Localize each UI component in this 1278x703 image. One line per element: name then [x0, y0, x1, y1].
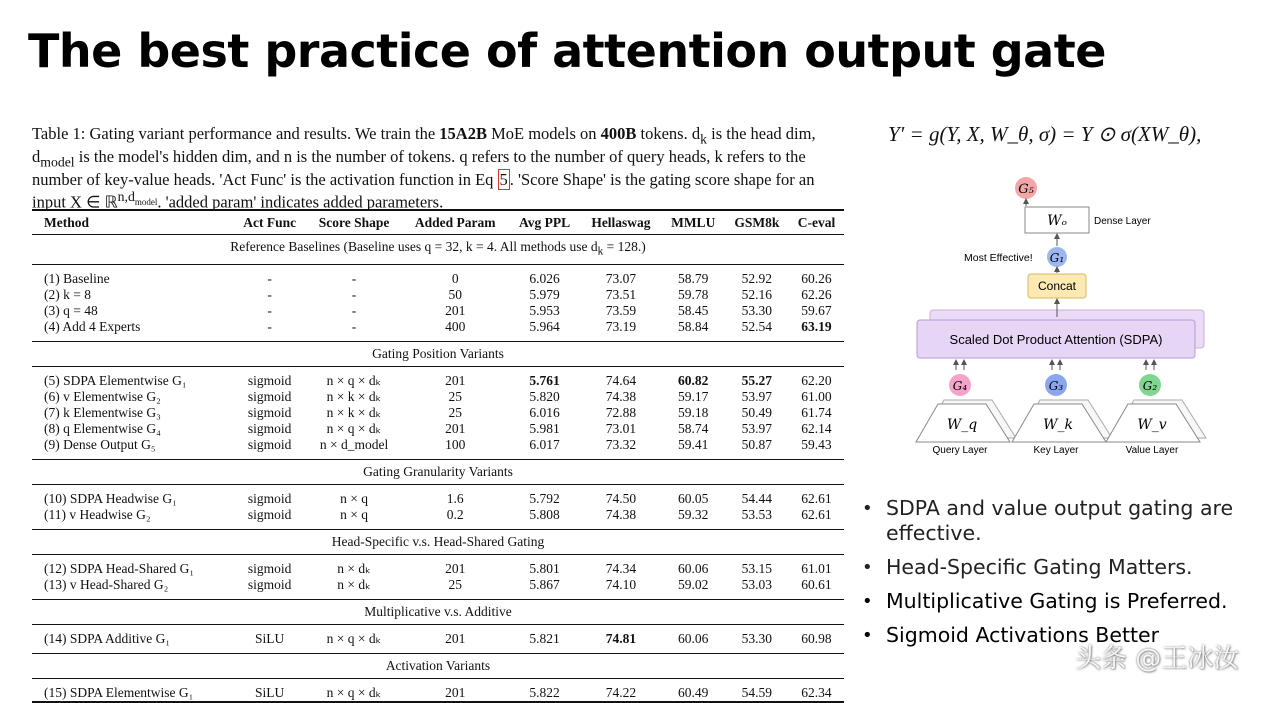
table-cell-param: 25 — [402, 577, 509, 600]
table-cell-mmlu: 59.17 — [678, 388, 709, 404]
table-cell-ceval: 61.00 — [801, 388, 832, 404]
table-cell-gsm: 52.16 — [741, 286, 773, 302]
table-cell-shape: - — [351, 270, 357, 286]
table-cell-method: (8) q Elementwise G₄ — [44, 420, 161, 436]
table-cell-ceval: 59.43 — [789, 437, 844, 460]
table-cell-ppl: 5.820 — [529, 388, 560, 404]
column-header: MMLU — [662, 210, 725, 235]
gate-g2-label: G₂ — [1142, 379, 1158, 393]
table-cell-param: 50 — [448, 286, 462, 302]
table-row — [32, 405, 844, 421]
table-cell-method: (11) v Headwise G₂ — [32, 507, 233, 530]
finding-item: • Multiplicative Gating is Preferred. — [862, 589, 1272, 614]
table-row — [32, 484, 844, 507]
table-row — [32, 264, 844, 287]
table-cell-param: 25 — [448, 404, 462, 420]
column-header: Added Param — [402, 210, 509, 235]
table-cell-ppl: 5.792 — [529, 490, 560, 506]
table-cell-ppl: 6.016 — [529, 404, 560, 420]
table-cell-shape: n × q × dₖ — [306, 678, 401, 702]
table-cell-mmlu: 58.79 — [678, 270, 709, 286]
table-cell-shape: n × dₖ — [306, 577, 401, 600]
table-cell-hella: 73.51 — [605, 286, 637, 302]
table-cell-param: 201 — [445, 560, 466, 576]
section-header-row — [32, 235, 844, 265]
table-cell-method: (9) Dense Output G₅ — [32, 437, 233, 460]
table-cell-shape: - — [306, 319, 401, 342]
table-cell-mmlu: 58.45 — [678, 302, 709, 318]
results-table — [32, 209, 844, 703]
table-row — [32, 303, 844, 319]
wq-label: W_q — [946, 417, 978, 433]
column-header: Method — [32, 210, 233, 235]
key-findings-list — [862, 496, 1272, 657]
table-cell-act: - — [233, 319, 307, 342]
equation-reference[interactable]: 5 — [499, 169, 508, 189]
table-cell-act: sigmoid — [247, 404, 292, 420]
table-cell-method: (2) k = 8 — [44, 286, 91, 302]
table-cell-shape: n × q × dₖ — [326, 420, 382, 436]
gate-g1-label: G₁ — [1049, 251, 1065, 265]
table-cell-param: 100 — [402, 437, 509, 460]
table-cell-gsm: 50.87 — [725, 437, 789, 460]
table-cell-shape: n × q × dₖ — [306, 624, 401, 653]
dense-layer-label: Dense Layer — [1094, 216, 1151, 227]
gate-g4-label: G₄ — [952, 379, 968, 393]
table-cell-shape: n × k × dₖ — [326, 404, 382, 420]
table-cell-mmlu: 59.41 — [662, 437, 725, 460]
table-cell-ceval: 61.74 — [801, 404, 832, 420]
table-cell-gsm: 53.97 — [741, 388, 773, 404]
table-cell-mmlu: 59.02 — [662, 577, 725, 600]
finding-item: • SDPA and value output gating are effective. — [862, 496, 1272, 546]
column-header: Hellaswag — [580, 210, 661, 235]
table-cell-ceval: 62.20 — [801, 372, 832, 388]
table-cell-hella: 73.59 — [605, 302, 637, 318]
table-row — [32, 319, 844, 342]
column-header: C-eval — [789, 210, 844, 235]
table-cell-gsm: 50.49 — [741, 404, 773, 420]
table-cell-method: (10) SDPA Headwise G₁ — [44, 490, 177, 506]
table-cell-act: - — [267, 302, 272, 318]
table-cell-hella: 74.50 — [605, 490, 637, 506]
table-row — [32, 366, 844, 389]
table-cell-ceval: 60.26 — [801, 270, 832, 286]
table-cell-act: - — [267, 286, 272, 302]
section-header-row — [32, 341, 844, 366]
table-cell-ceval: 59.67 — [801, 302, 832, 318]
key-layer-label: Key Layer — [1033, 445, 1079, 456]
section-header-row — [32, 459, 844, 484]
table-cell-param: 400 — [402, 319, 509, 342]
table-cell-method: (14) SDPA Additive G₁ — [32, 624, 233, 653]
table-cell-gsm: 53.15 — [741, 560, 773, 576]
section-title: Gating Position Variants — [32, 341, 844, 366]
gate-g5-label: G₅ — [1018, 182, 1034, 197]
table-cell-hella: 74.81 — [580, 624, 661, 653]
table-cell-param: 25 — [448, 388, 462, 404]
table-cell-method: (15) SDPA Elementwise G₁ — [32, 678, 233, 702]
table-row — [32, 389, 844, 405]
table-cell-act: sigmoid — [247, 560, 292, 576]
table-cell-shape: n × dₖ — [337, 560, 371, 576]
table-cell-hella: 74.38 — [580, 507, 661, 530]
most-effective-label: Most Effective! — [964, 252, 1033, 264]
finding-item: • Head-Specific Gating Matters. — [862, 555, 1272, 580]
section-title: Multiplicative v.s. Additive — [32, 599, 844, 624]
table-cell-ppl: 5.979 — [529, 286, 560, 302]
table-cell-gsm: 53.30 — [741, 302, 773, 318]
table-row — [32, 624, 844, 653]
table-cell-gsm: 55.27 — [741, 372, 773, 388]
table-body — [32, 235, 844, 702]
table-cell-ppl: 6.017 — [509, 437, 581, 460]
column-header: GSM8k — [725, 210, 789, 235]
section-header-row — [32, 529, 844, 554]
table-cell-ceval: 62.34 — [789, 678, 844, 702]
table-cell-mmlu: 59.32 — [662, 507, 725, 530]
table-cell-hella: 74.10 — [580, 577, 661, 600]
table-cell-ppl: 6.026 — [529, 270, 560, 286]
table-cell-method: (5) SDPA Elementwise G₁ — [44, 372, 187, 388]
table-cell-act: - — [267, 270, 272, 286]
architecture-diagram — [910, 170, 1260, 470]
table-cell-gsm: 53.97 — [741, 420, 773, 436]
table-cell-param: 1.6 — [446, 490, 464, 506]
table-cell-mmlu: 59.18 — [678, 404, 709, 420]
table-cell-mmlu: 59.78 — [678, 286, 709, 302]
table-cell-mmlu: 58.84 — [662, 319, 725, 342]
table-cell-ppl: 5.867 — [509, 577, 581, 600]
table-cell-ceval: 62.61 — [801, 490, 832, 506]
table-cell-ppl: 5.981 — [529, 420, 560, 436]
sdpa-label: Scaled Dot Product Attention (SDPA) — [949, 332, 1163, 347]
table-cell-method: (13) v Head-Shared G₂ — [32, 577, 233, 600]
table-cell-hella: 74.34 — [605, 560, 637, 576]
table-cell-shape: n × k × dₖ — [326, 388, 382, 404]
watermark: 头条 @王冰汝 — [1075, 644, 1240, 674]
table-cell-hella: 73.01 — [605, 420, 637, 436]
section-header-row — [32, 599, 844, 624]
table-cell-act: SiLU — [233, 678, 307, 702]
table-row — [32, 507, 844, 530]
table-cell-method: (6) v Elementwise G₂ — [44, 388, 161, 404]
table-cell-method: (3) q = 48 — [44, 302, 98, 318]
table-cell-shape: - — [351, 302, 357, 318]
wv-label: W_v — [1137, 417, 1167, 433]
section-header-row — [32, 653, 844, 678]
table-cell-gsm: 54.59 — [725, 678, 789, 702]
table-cell-gsm: 54.44 — [741, 490, 773, 506]
table-cell-method: (12) SDPA Head-Shared G₁ — [44, 560, 195, 576]
table-cell-param: 201 — [445, 372, 466, 388]
table-cell-mmlu: 60.82 — [678, 372, 709, 388]
table-cell-ppl: 5.822 — [509, 678, 581, 702]
table-cell-hella: 73.07 — [605, 270, 637, 286]
table-cell-act: sigmoid — [247, 490, 292, 506]
concat-label: Concat — [1037, 279, 1077, 293]
section-title: Head-Specific v.s. Head-Shared Gating — [32, 529, 844, 554]
table-header-row — [32, 210, 844, 235]
section-title: Activation Variants — [32, 653, 844, 678]
table-row — [32, 287, 844, 303]
table-cell-shape: n × d_model — [306, 437, 401, 460]
table-cell-method: (4) Add 4 Experts — [32, 319, 233, 342]
section-title: Gating Granularity Variants — [32, 459, 844, 484]
table-cell-act: sigmoid — [247, 420, 292, 436]
slide-title: The best practice of attention output gate — [28, 24, 1106, 78]
table-cell-ceval: 60.61 — [789, 577, 844, 600]
table-cell-param: 201 — [445, 302, 466, 318]
table-cell-hella: 72.88 — [605, 404, 637, 420]
table-cell-gsm: 53.30 — [725, 624, 789, 653]
table-cell-act: SiLU — [233, 624, 307, 653]
table-row — [32, 437, 844, 460]
table-cell-ppl: 5.808 — [509, 507, 581, 530]
gate-equation: Y′ = g(Y, X, W_θ, σ) = Y ⊙ σ(XW_θ), — [888, 122, 1202, 146]
wk-label: W_k — [1043, 417, 1073, 433]
table-cell-ppl: 5.964 — [509, 319, 581, 342]
table-cell-method: (7) k Elementwise G₃ — [44, 404, 161, 420]
table-cell-act: sigmoid — [247, 388, 292, 404]
table-cell-ppl: 5.801 — [529, 560, 560, 576]
table-cell-shape: n × q — [340, 490, 368, 506]
column-header: Avg PPL — [509, 210, 581, 235]
column-header: Act Func — [233, 210, 307, 235]
table-cell-param: 201 — [445, 420, 466, 436]
table-cell-shape: - — [351, 286, 357, 302]
table-cell-act: sigmoid — [233, 577, 307, 600]
table-cell-shape: n × q × dₖ — [326, 372, 382, 388]
table-cell-act: sigmoid — [233, 507, 307, 530]
table-cell-mmlu: 60.06 — [678, 560, 709, 576]
table-cell-ppl: 5.953 — [529, 302, 560, 318]
table-cell-gsm: 52.54 — [725, 319, 789, 342]
table-cell-gsm: 52.92 — [741, 270, 773, 286]
table-cell-hella: 74.64 — [605, 372, 637, 388]
gate-g3-label: G₃ — [1048, 379, 1064, 393]
table-cell-param: 201 — [402, 624, 509, 653]
finding-item: • Sigmoid Activations Better — [862, 623, 1272, 648]
table-cell-mmlu: 60.49 — [662, 678, 725, 702]
table-cell-mmlu: 60.05 — [678, 490, 709, 506]
table-cell-hella: 74.22 — [580, 678, 661, 702]
table-cell-param: 201 — [402, 678, 509, 702]
table-cell-ceval: 62.26 — [801, 286, 832, 302]
table-cell-param: 0.2 — [402, 507, 509, 530]
table-cell-ppl: 5.821 — [509, 624, 581, 653]
table-cell-gsm: 53.53 — [725, 507, 789, 530]
table-cell-ppl: 5.761 — [529, 372, 560, 388]
table-cell-ceval: 60.98 — [789, 624, 844, 653]
table-row — [32, 554, 844, 577]
table-cell-ceval: 62.61 — [789, 507, 844, 530]
query-layer-label: Query Layer — [932, 445, 988, 456]
table-cell-act: sigmoid — [233, 437, 307, 460]
table-cell-param: 0 — [451, 270, 459, 286]
table-row — [32, 421, 844, 437]
column-header: Score Shape — [306, 210, 401, 235]
table-cell-gsm: 53.03 — [725, 577, 789, 600]
table-cell-ceval: 62.14 — [801, 420, 832, 436]
table-caption: Table 1: Gating variant performance and results. We train the 15A2B MoE models on 400B tokens. $d_k$ is the head dim, $d_{model}$ is the model's hidden dim, and n is the number of tokens. q refers to the number of query heads, k refers to the number of key-value heads. 'Act Func' is the activation function in Eq 5 . 'Score Shape' is the gating score shape for an input X ∈ ℝ$^{n,d_{model}}$. 'added param' indicates added parameters. — [32, 124, 816, 212]
table-cell-shape: n × q — [306, 507, 401, 530]
table-cell-hella: 73.19 — [580, 319, 661, 342]
value-layer-label: Value Layer — [1125, 445, 1179, 456]
table-cell-ceval: 63.19 — [789, 319, 844, 342]
table-cell-act: sigmoid — [247, 372, 292, 388]
table-cell-hella: 73.32 — [580, 437, 661, 460]
table-cell-method: (1) Baseline — [44, 270, 110, 286]
wo-label: Wₒ — [1047, 213, 1067, 229]
table-cell-hella: 74.38 — [605, 388, 637, 404]
table-cell-ceval: 61.01 — [801, 560, 832, 576]
table-cell-mmlu: 60.06 — [662, 624, 725, 653]
table-row — [32, 577, 844, 600]
section-title: Reference Baselines (Baseline uses q = 32, k = 4. All methods use $d_k = 128$.) — [32, 235, 844, 265]
table-cell-mmlu: 58.74 — [678, 420, 709, 436]
